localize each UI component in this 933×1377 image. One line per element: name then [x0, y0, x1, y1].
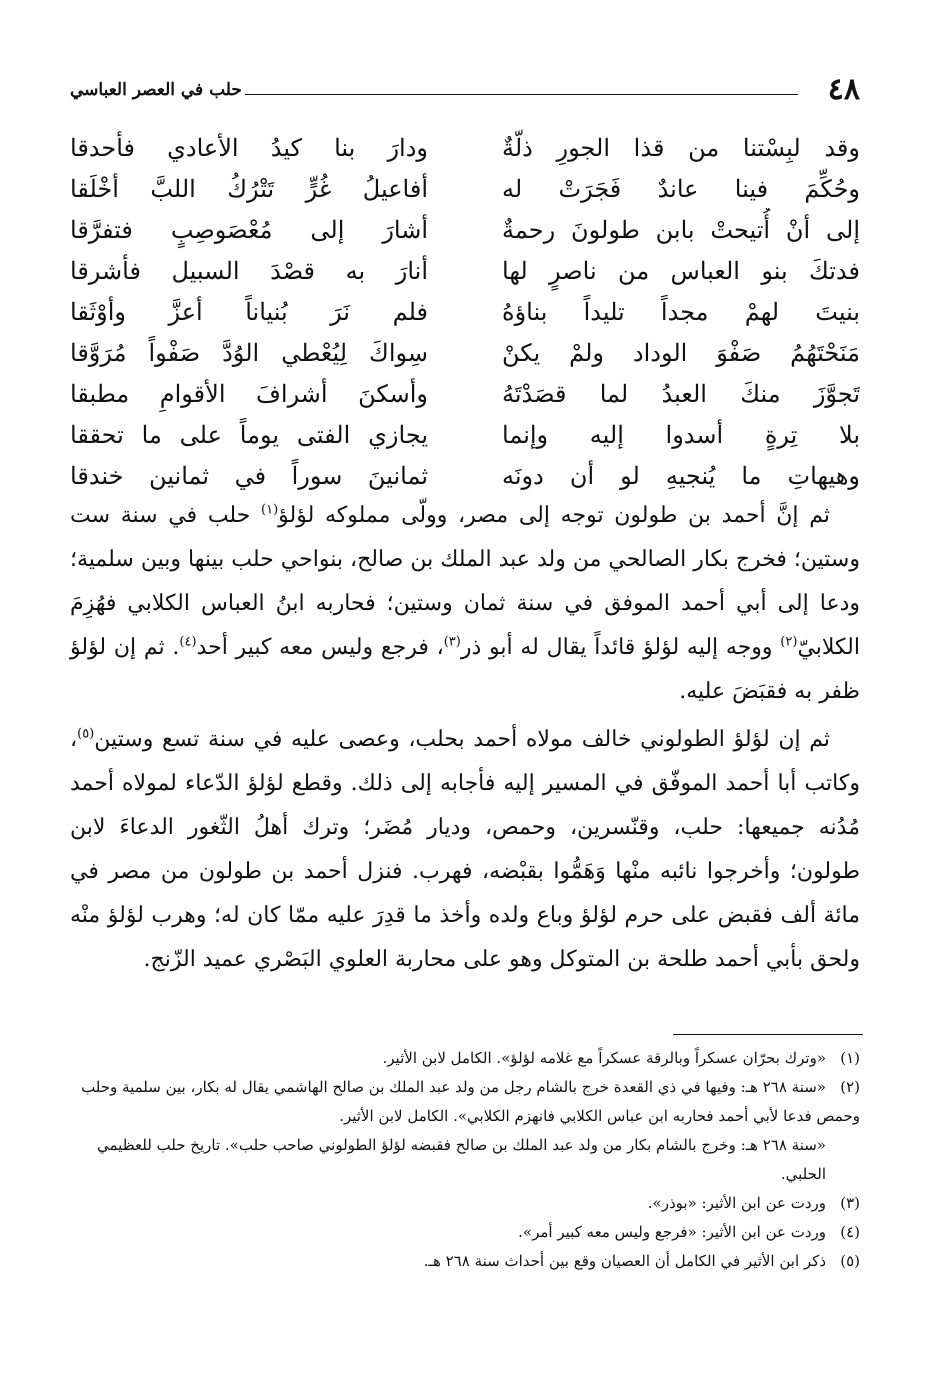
- paragraph-text: ، فرجع وليس معه كبير أحد: [196, 635, 444, 660]
- poem-verse: [70, 126, 860, 170]
- verse-first-hemistich: وحُكِّمَ فينا عاندٌ فَجَرَتْ له: [502, 175, 860, 203]
- verse-second-hemistich: ثمانينَ سوراً في ثمانين خندقا: [70, 462, 428, 490]
- footnote-text: ذكر ابن الأثير في الكامل أن العصيان وقع بين أحداث سنة ٢٦٨ هـ.: [423, 1252, 826, 1270]
- verse-second-hemistich: سِواكَ لِيُعْطي الوُدَّ صَفْواً مُرَوَّقا: [70, 339, 428, 367]
- page-number: ٤٨: [827, 72, 860, 107]
- footnote-ref[interactable]: (٤): [179, 634, 197, 650]
- footnote-number: (٣): [840, 1194, 860, 1212]
- verse-second-hemistich: يجازي الفتى يوماً على ما تحققا: [70, 421, 428, 449]
- footnote-text: «وترك بحرّان عسكراً وبالرقة عسكراً مع غلامه لؤلؤ». الكامل لابن الأثير.: [382, 1049, 826, 1067]
- footnote-text: وردت عن ابن الأثير: «بوذر».: [647, 1194, 826, 1212]
- poem-verse: [70, 372, 860, 416]
- footnote: [70, 1189, 860, 1218]
- paragraph: [70, 718, 860, 982]
- poem-verse: [70, 413, 860, 457]
- verse-second-hemistich: أفاعيلُ غُرٍّ تَتْرُكُ اللبَّ أخْلَقا: [70, 175, 428, 203]
- verse-first-hemistich: بنيتَ لهمْ مجداً تليداً بناؤهُ: [502, 298, 860, 326]
- footnote-number: (٤): [840, 1223, 860, 1241]
- verse-first-hemistich: إلى أنْ أُتيحتْ بابن طولونَ رحمةٌ: [502, 216, 860, 244]
- verse-second-hemistich: أنارَ به قصْدَ السبيل فأشرقا: [70, 257, 428, 285]
- poem-verse: [70, 454, 860, 498]
- verse-second-hemistich: ودارَ بنا كيدُ الأعادي فأحدقا: [70, 134, 428, 162]
- footnote-separator: [673, 1034, 863, 1035]
- footnote-number: (٢): [840, 1078, 860, 1096]
- footnote-ref[interactable]: (٥): [77, 726, 95, 742]
- poem-verse: [70, 331, 860, 375]
- footnotes: [70, 1044, 860, 1276]
- poem-verse: [70, 249, 860, 293]
- footnote-number: (٥): [840, 1252, 860, 1270]
- footnote: [70, 1044, 860, 1073]
- footnote-ref[interactable]: (١): [261, 502, 279, 518]
- footnote: [70, 1247, 860, 1276]
- paragraph-text: ووجه إليه لؤلؤ قائداً يقال له أبو ذر: [460, 635, 781, 660]
- verse-first-hemistich: فدتكَ بنو العباس من ناصرٍ لها: [502, 257, 860, 285]
- verse-first-hemistich: وهيهاتِ ما يُنجيهِ لو أن دونَه: [502, 462, 860, 490]
- paragraph-text: ، وكاتب أبا أحمد الموفّق في المسير إليه فأجابه إلى ذلك. وقطع لؤلؤ الدّعاء لمولاه أحمد مُدُنه جميعها: حلب، وقنّسرين، وحمص، وديار مُضَر؛ وترك أهلُ الثّغور الدعاءَ لابن طولون؛ وأخرجوا نائبه منْها وَهَمُّوا بقبْضه، فهرب. فنزل أحمد بن طولون من مصر في مائة ألف فقبض على حرم لؤلؤ وباع ولده وأخذ ما قدِرَ عليه ممّا كان له؛ وهرب لؤلؤ منْه ولحق بأبي أحمد طلحة بن المتوكل وهو على محاربة العلوي البَصْري عميد الزّنج.: [70, 727, 860, 972]
- header-rule: [245, 94, 798, 95]
- footnote-number: (١): [840, 1049, 860, 1067]
- poem-verse: [70, 290, 860, 334]
- paragraph-text: ثم إنَّ أحمد بن طولون توجه إلى مصر، وولّى مملوكه لؤلؤ: [278, 503, 830, 528]
- poem-verse: [70, 208, 860, 252]
- verse-second-hemistich: أشارَ إلى مُعْصَوصِبٍ فتفرَّقا: [70, 216, 428, 244]
- paragraph-text: ثم إن لؤلؤ الطولوني خالف مولاه أحمد بحلب، وعصى عليه في سنة تسع وستين: [94, 727, 830, 752]
- footnote-text: «سنة ٢٦٨ هـ: وفيها في ذي القعدة خرج بالشام رجل من ولد عبد الملك بن صالح الهاشمي يقال له بكار، بين سلمية وحلب وحمص فدعا لأبي أحمد فحاربه ابن عباس الكلابي فانهزم الكلابي». الكامل لابن الأثير.: [81, 1078, 860, 1125]
- verse-second-hemistich: فلم نَرَ بُنياناً أعزَّ وأوْثَقا: [70, 298, 428, 326]
- verse-first-hemistich: بلا تِرةٍ أسدوا إليه وإنما: [502, 421, 860, 449]
- footnote-text: وردت عن ابن الأثير: «فرجع وليس معه كبير أمر».: [518, 1223, 826, 1241]
- poem-verse: [70, 167, 860, 211]
- page-header: [70, 70, 860, 110]
- paragraph-text: . ثم إن لؤلؤ ظفر به فقبَضَ عليه.: [70, 635, 860, 704]
- footnote-continuation: [70, 1131, 860, 1189]
- body-text: [70, 494, 860, 982]
- footnote: [70, 1218, 860, 1247]
- footnote: [70, 1073, 860, 1131]
- footnote-text: «سنة ٢٦٨ هـ: وخرج بالشام بكار من ولد عبد الملك بن صالح فقبضه لؤلؤ الطولوني صاحب حلب». تاريخ حلب للعظيمي الحلبي.: [97, 1136, 826, 1183]
- verse-first-hemistich: وقد لبِسْتنا من قذا الجورِ ذلّةٌ: [502, 134, 860, 162]
- verse-first-hemistich: تَجوَّزَ منكَ العبدُ لما قصَدْتَهُ: [502, 380, 860, 408]
- poem: [70, 126, 860, 498]
- footnote-ref[interactable]: (٢): [780, 634, 798, 650]
- paragraph: [70, 494, 860, 714]
- paragraph-text: حلب في سنة ست وستين؛ فخرج بكار الصالحي من ولد عبد الملك بن صالح، بنواحي حلب بينها وبين سلمية؛ ودعا إلى أبي أحمد الموفق في سنة ثمان وستين؛ فحاربه ابنُ العباس الكلابي فهُزِمَ الكلابيّ: [70, 503, 860, 660]
- verse-second-hemistich: وأسكنَ أشرافَ الأقوامِ مطبقا: [70, 380, 428, 408]
- footnote-ref[interactable]: (٣): [443, 634, 461, 650]
- running-title: حلب في العصر العباسي: [70, 80, 242, 100]
- verse-first-hemistich: مَنَحْتَهُمُ صَفْوَ الوداد ولمْ يكنْ: [502, 339, 860, 367]
